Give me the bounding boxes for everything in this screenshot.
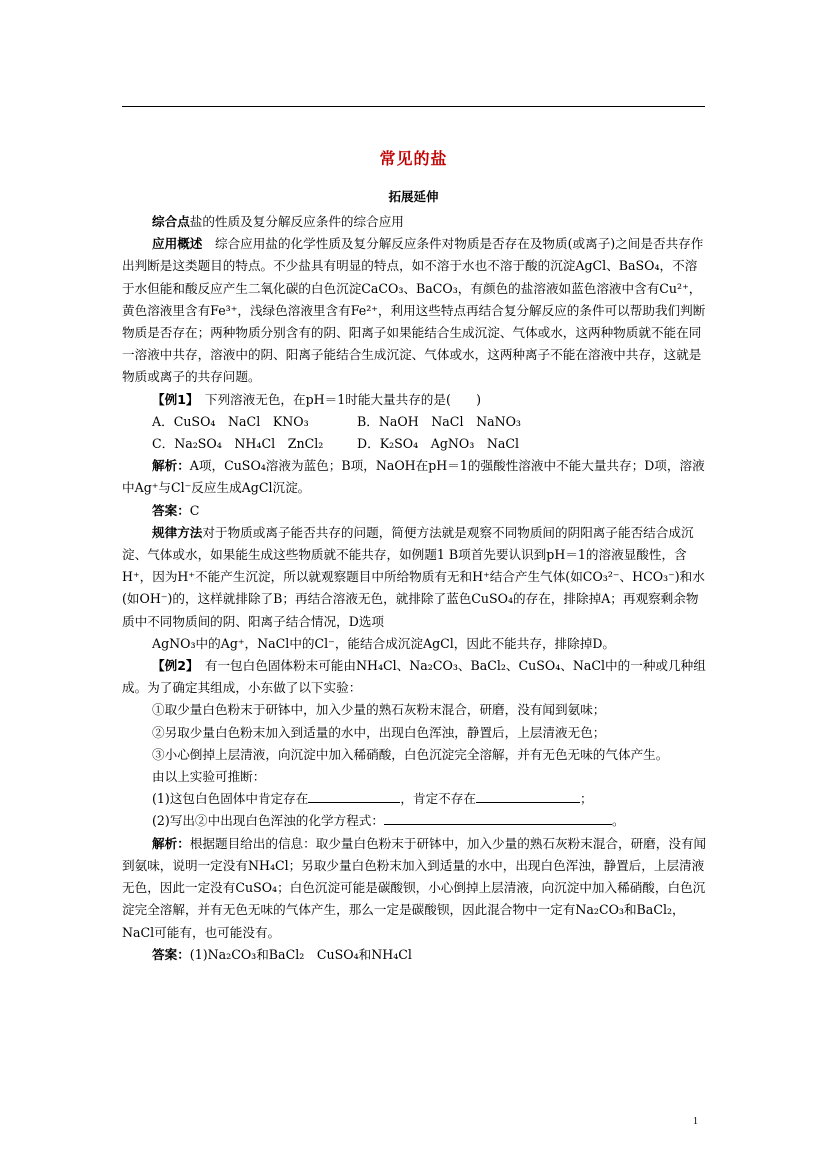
q2-text-b: 。 xyxy=(611,813,625,829)
example2-question-2 xyxy=(122,810,707,832)
option-a: A．CuSO₄ NaCl KNO₃ xyxy=(152,413,309,429)
method-text: 对于物质或离子能否共存的问题，简便方法就是观察不同物质间的阴阳离子能否结合成沉淀、气体或水，如果能生成这些物质就不能共存，如例题1 B项首先要认识到pH＝1的溶液显酸性，含H⁺，因为H⁺不能产生沉淀，所以就观察题目中所给物质有无和H⁺结合产生气体(如CO₃²⁻、HCO₃⁻)和水(如OH⁻)的，这样就排除了B；再结合溶液无色，就排除了蓝色CuSO₄的存在，排除掉A；再观察剩余物质中不同物质间的阴、阳离子结合情况，D选项 xyxy=(122,524,705,629)
answer-blank-absent xyxy=(476,790,580,803)
example2-step-2: ②另取少量白色粉末加入到适量的水中，出现白色浑浊，静置后，上层清液无色； xyxy=(152,724,606,740)
example2-step-3: ③小心倒掉上层清液，向沉淀中加入稀硝酸，白色沉淀完全溶解，并有无色无味的气体产生。 xyxy=(152,746,669,762)
overview-text: 综合应用盐的化学性质及复分解反应条件对物质是否存在及物质(或离子)之间是否共存作出判断是这类题目的特点。不少盐具有明显的特点，如不溶于水也不溶于酸的沉淀AgCl、BaSO₄，不溶于水但能和酸反应产生二氧化碳的白色沉淀CaCO₃、BaCO₃，有颜色的盐溶液如蓝色溶液中含有Cu²⁺，黄色溶液里含有Fe³⁺，浅绿色溶液里含有Fe²⁺，利用这些特点再结合复分解反应的条件可以帮助我们判断物质是否存在；两种物质分别含有的阴、阳离子如果能结合生成沉淀、气体或水，这两种物质就不能在同一溶液中共存，溶液中的阴、阳离子能结合生成沉淀、气体或水，这两种离子不能在溶液中共存，这就是物质或离子的共存问题。 xyxy=(122,236,706,385)
example2-question-1 xyxy=(122,788,707,810)
q1-text-c: ； xyxy=(579,791,593,807)
option-d: D．K₂SO₄ AgNO₃ NaCl xyxy=(357,436,520,452)
example1-answer-label: 答案： xyxy=(152,502,190,518)
overview-label: 应用概述 xyxy=(152,236,203,252)
topic-text: 盐的性质及复分解反应条件的综合应用 xyxy=(189,214,404,229)
example1-options-ab xyxy=(122,411,707,433)
q2-text-a: (2)写出②中出现白色浑浊的化学方程式： xyxy=(152,813,384,829)
example2-answer xyxy=(122,944,707,966)
example2-question xyxy=(122,655,707,699)
method-text-2: AgNO₃中的Ag⁺，NaCl中的Cl⁻，能结合成沉淀AgCl，因此不能共存，排除掉D。 xyxy=(152,635,616,651)
method-paragraph xyxy=(122,522,707,633)
topic-paragraph xyxy=(122,211,707,233)
option-b: B．NaOH NaCl NaNO₃ xyxy=(357,413,521,429)
answer-blank-equation xyxy=(384,812,612,825)
example2-question-text: 有一包白色固体粉末可能由NH₄Cl、Na₂CO₃、BaCl₂、CuSO₄、NaCl中的一种或几种组成。为了确定其组成，小东做了以下实验： xyxy=(122,658,706,696)
example1-analysis-label: 解析： xyxy=(152,458,190,474)
example1-analysis-text: A项，CuSO₄溶液为蓝色；B项，NaOH在pH＝1的强酸性溶液中不能大量共存；D项，溶液中Ag⁺与Cl⁻反应生成AgCl沉淀。 xyxy=(122,458,705,496)
page-title: 常见的盐 xyxy=(379,149,448,168)
example1-answer xyxy=(122,500,707,522)
example2-analysis-label: 解析： xyxy=(152,835,190,851)
overview-paragraph xyxy=(122,233,707,388)
example2-inference: 由以上实验可推断： xyxy=(152,769,266,785)
method-paragraph-2 xyxy=(122,633,707,655)
header-rule xyxy=(122,106,705,107)
example1-question-text: 下列溶液无色，在pH＝1时能大量共存的是( ) xyxy=(204,391,482,407)
example1-question xyxy=(122,389,707,411)
example1-label: 【例1】 xyxy=(152,391,193,407)
q1-text-a: (1)这包白色固体中肯定存在 xyxy=(152,791,309,807)
topic-label: 综合点 xyxy=(152,214,190,229)
option-c: C．Na₂SO₄ NH₄Cl ZnCl₂ xyxy=(152,436,324,452)
example2-analysis xyxy=(122,833,707,944)
method-label: 规律方法 xyxy=(152,524,203,540)
example2-analysis-text: 根据题目给出的信息：取少量白色粉末于研钵中，加入少量的熟石灰粉末混合，研磨，没有闻到氨味，说明一定没有NH₄Cl；另取少量白色粉末加入到适量的水中，出现白色浑浊，静置后，上层清液无色，因此一定没有CuSO₄；白色沉淀可能是碳酸钡，小心倒掉上层清液，向沉淀中加入稀硝酸，白色沉淀完全溶解，并有无色无味的气体产生，那么一定是碳酸钡，因此混合物中一定有Na₂CO₃和BaCl₂，NaCl可能有，也可能没有。 xyxy=(122,835,707,940)
example2-label: 【例2】 xyxy=(152,658,193,674)
example1-options-cd xyxy=(122,433,707,455)
q1-text-b: ，肯定不存在 xyxy=(400,791,476,807)
answer-blank-present xyxy=(308,790,400,803)
example2-answer-text: (1)Na₂CO₃和BaCl₂ CuSO₄和NH₄Cl xyxy=(189,946,412,962)
document-body xyxy=(122,211,707,966)
example2-step-1: ①取少量白色粉末于研钵中，加入少量的熟石灰粉末混合，研磨，没有闻到氨味； xyxy=(152,702,606,718)
section-subtitle: 拓展延伸 xyxy=(388,189,439,204)
page-number: 1 xyxy=(693,1116,698,1127)
example1-answer-text: C xyxy=(189,502,200,518)
example1-analysis xyxy=(122,455,707,499)
example2-answer-label: 答案： xyxy=(152,946,190,962)
